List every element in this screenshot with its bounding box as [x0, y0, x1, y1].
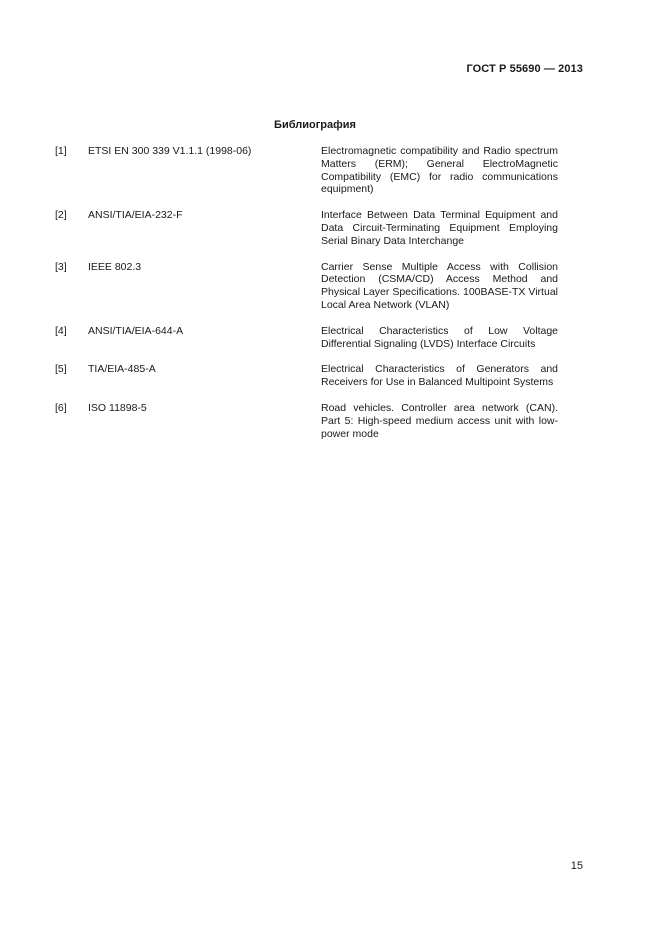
entry-title: Electrical Characteristics of Low Voltage Differential Signaling (LVDS) Interface Circuits: [321, 324, 558, 350]
entry-title: Electromagnetic compatibility and Radio spectrum Matters (ERM); General ElectroMagnetic Compatibility (EMC) for radio communications equipment): [321, 145, 558, 196]
page-number: 15: [570, 860, 583, 872]
section-title: Библиография: [274, 119, 356, 131]
bibliography-entry: [55, 209, 558, 247]
entry-reference: ISO 11898-5: [88, 401, 147, 414]
entry-title: Interface Between Data Terminal Equipment and Data Circuit-Terminating Equipment Employing Serial Binary Data Interchange: [321, 209, 558, 247]
bibliography-entry: [55, 145, 558, 196]
entry-number: [4]: [55, 324, 67, 337]
entry-number: [2]: [55, 209, 67, 222]
entry-number: [6]: [55, 401, 67, 414]
entry-number: [3]: [55, 260, 67, 273]
entry-number: [1]: [55, 145, 67, 157]
entry-reference: TIA/EIA-485-A: [88, 363, 156, 376]
entry-reference: ANSI/TIA/EIA-644-A: [88, 324, 184, 337]
entry-number: [5]: [55, 363, 67, 376]
entry-reference: ANSI/TIA/EIA-232-F: [88, 209, 183, 222]
bibliography-entry: [55, 325, 558, 351]
entry-title: Electrical Characteristics of Generators and Receivers for Use in Balanced Multipoint Systems: [321, 363, 558, 389]
bibliography-entry: [55, 261, 558, 312]
entry-title: Road vehicles. Controller area network (CAN). Part 5: High-speed medium access unit with low-power mode: [321, 401, 558, 440]
standard-code-header: ГОСТ Р 55690 — 2013: [466, 63, 583, 75]
entry-reference: ETSI EN 300 339 V1.1.1 (1998-06): [88, 145, 252, 157]
bibliography-entry: [55, 363, 558, 389]
bibliography-entry: [55, 402, 558, 440]
bibliography-list: [55, 145, 558, 440]
entry-reference: IEEE 802.3: [88, 260, 142, 273]
entry-title: Carrier Sense Multiple Access with Collision Detection (CSMA/CD) Access Method and Physical Layer Specifications. 100BASE-TX Virtual Local Area Network (VLAN): [321, 260, 558, 311]
